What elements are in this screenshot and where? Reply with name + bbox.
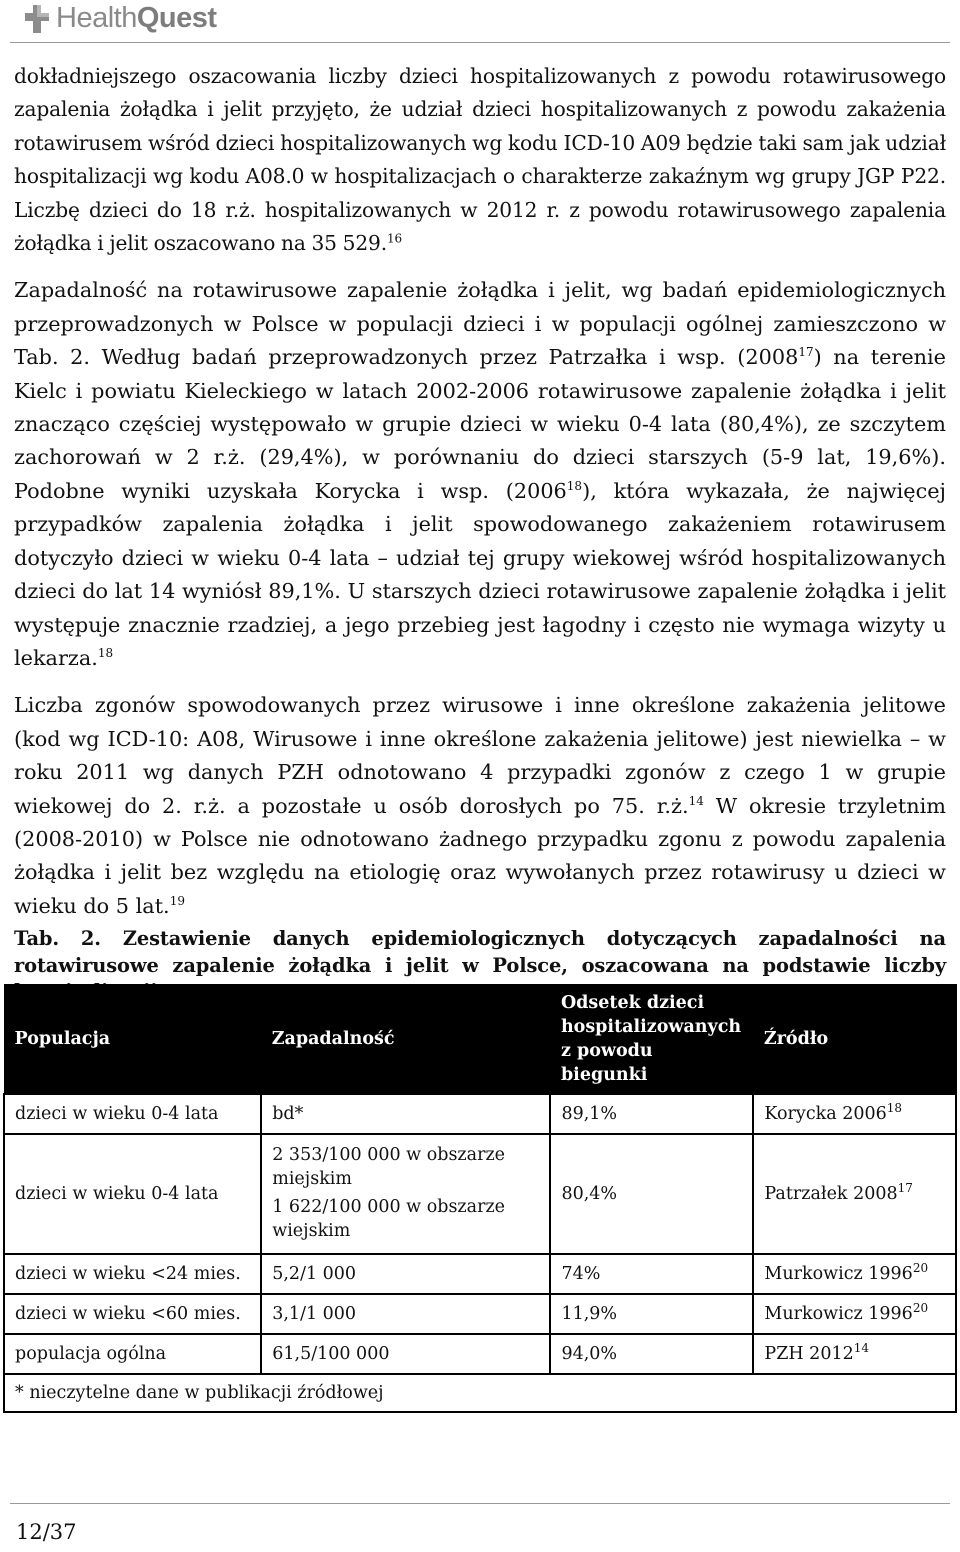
paragraph-2-text: Zapadalność na rotawirusowe zapalenie żołądka i jelit, wg badań epidemiologicznych przeprowadzonych w Polsce w populacji dzieci i w populacji ogólnej zamieszczono w Tab. 2. Według badań przeprowadzonych przez Patrzałka i wsp. (2008 (14, 278, 946, 370)
cell-population: populacja ogólna (4, 1334, 261, 1374)
cell-incidence: 2 353/100 000 w obszarze miejskim 1 622/100 000 w obszarze wiejskim (261, 1134, 550, 1254)
cell-source: Murkowicz 1996$^{20}$ (753, 1254, 956, 1294)
column-header-population: Populacja (4, 985, 261, 1095)
cell-percent: 11,9% (550, 1294, 753, 1334)
cell-percent: 94,0% (550, 1334, 753, 1374)
page-header (10, 0, 950, 44)
logo-text-light: Health (56, 2, 137, 34)
column-header-source: Źródło (753, 985, 956, 1095)
cell-population: dzieci w wieku 0-4 lata (4, 1094, 261, 1134)
table-row (4, 1134, 956, 1254)
cell-percent: 80,4% (550, 1134, 753, 1254)
footnote-ref: 17 (897, 1181, 913, 1196)
cell-population: dzieci w wieku <24 mies. (4, 1254, 261, 1294)
paragraph-3-text: W okresie trzyletnim (2008-2010) w Polsce nie odnotowano żadnego przypadku zgonu z powodu zapalenia żołądka i jelit bez względu na etiologię oraz wywołanych przez rotawirusy u dzieci w wieku do 5 lat. (14, 793, 946, 918)
footnote-ref: 18 (566, 478, 583, 493)
page-number: 12/37 (16, 1520, 77, 1544)
table-footnote: * nieczytelne dane w publikacji źródłowej (4, 1374, 956, 1412)
header-divider (10, 42, 950, 43)
cell-incidence: bd* (261, 1094, 550, 1134)
table-row (4, 1254, 956, 1294)
paragraph-2-text: ) na terenie Kielc i powiatu Kieleckiego w latach 2002-2006 rotawirusowe zapalenie żołądka i jelit znacząco częściej występowało w grupie dzieci w wieku 0-4 lata (80,4%), ze szczytem zachorowań w 2 r.ż. (29,4%), w porównaniu do dzieci starszych (5-9 lat, 19,6%). Podobne wyniki uzyskała Korycka i wsp. (2006 (14, 345, 946, 503)
paragraph-2 (14, 274, 946, 675)
cell-source: PZH 2012$^{14}$ (753, 1334, 956, 1374)
paragraph-3-text: Liczba zgonów spowodowanych przez wirusowe i inne określone zakażenia jelitowe (kod wg ICD-10: A08, Wirusowe i inne określone zakażenia jelitowe) jest niewielka – w roku 2011 wg danych PZH odnotowano 4 przypadki zgonów z czego 1 w grupie wiekowej do 2. r.ż. a pozostałe u osób dorosłych po 75. r.ż. (14, 693, 946, 818)
paragraph-1-text: dokładniejszego oszacowania liczby dzieci hospitalizowanych z powodu rotawirusowego zapalenia żołądka i jelit przyjęto, że udział dzieci hospitalizowanych z powodu zakażenia rotawirusem wśród dzieci hospitalizowanych wg kodu ICD-10 A09 będzie taki sam jak udział hospitalizacji wg kodu A08.0 w hospitalizacjach o charakterze zakaźnym wg grupy JGP P22. Liczbę dzieci do 18 r.ż. hospitalizowanych w 2012 r. z powodu rotawirusowego zapalenia żołądka i jelit oszacowano na 35 529. (14, 64, 946, 256)
footnote-ref: 20 (912, 1261, 929, 1276)
document-body (14, 60, 946, 937)
cell-incidence: 3,1/1 000 (261, 1294, 550, 1334)
column-header-incidence: Zapadalność (261, 985, 550, 1095)
footnote-ref: 17 (798, 345, 814, 360)
paragraph-2-text: ), która wykazała, że najwięcej przypadków zapalenia żołądka i jelit spowodowanego zakażeniem rotawirusem dotyczyło dzieci w wieku 0-4 lata – udział tej grupy wiekowej wśród hospitalizowanych dzieci do lat 14 wyniósł 89,1%. U starszych dzieci rotawirusowe zapalenie żołądka i jelit występuje znacznie rzadziej, a jego przebieg jest łagodny i często nie wymaga wizyty u lekarza. (14, 478, 947, 670)
footnote-ref: 14 (688, 793, 704, 808)
column-header-percent: Odsetek dzieci hospitalizowanych z powodu biegunki (550, 985, 753, 1095)
table-caption: Tab. 2. Zestawienie danych epidemiologicznych dotyczących zapadalności na rotawirusowe zapalenie żołądka i jelit w Polsce, oszacowana na podstawie liczby (14, 927, 946, 977)
footnote-ref: 18 (97, 645, 114, 660)
epidemiology-table (3, 984, 957, 1413)
cell-population: dzieci w wieku <60 mies. (4, 1294, 261, 1334)
cell-population: dzieci w wieku 0-4 lata (4, 1134, 261, 1254)
cell-percent: 89,1% (550, 1094, 753, 1134)
cell-source: Murkowicz 1996$^{20}$ (753, 1294, 956, 1334)
footnote-ref: 16 (387, 231, 402, 246)
cell-source: Korycka 2006$^{18}$ (753, 1094, 956, 1134)
footnote-ref: 18 (886, 1101, 903, 1116)
footnote-ref: 20 (912, 1301, 929, 1316)
table-row (4, 1094, 956, 1134)
cell-source: Patrzałek 2008$^{17}$ (753, 1134, 956, 1254)
footnote-ref: 19 (169, 893, 185, 908)
cell-incidence: 5,2/1 000 (261, 1254, 550, 1294)
logo-text-bold: Quest (136, 2, 217, 34)
table-row (4, 1294, 956, 1334)
cell-incidence: 61,5/100 000 (261, 1334, 550, 1374)
table-row (4, 1334, 956, 1374)
cell-percent: 74% (550, 1254, 753, 1294)
footer-divider (10, 1503, 950, 1504)
footnote-ref: 14 (853, 1341, 869, 1356)
table-footnote-row (4, 1374, 956, 1412)
paragraph-1 (14, 60, 946, 260)
table-header-row (4, 985, 956, 1095)
paragraph-3 (14, 689, 946, 923)
logo-cross-icon (24, 4, 50, 34)
healthquest-logo (24, 2, 217, 35)
